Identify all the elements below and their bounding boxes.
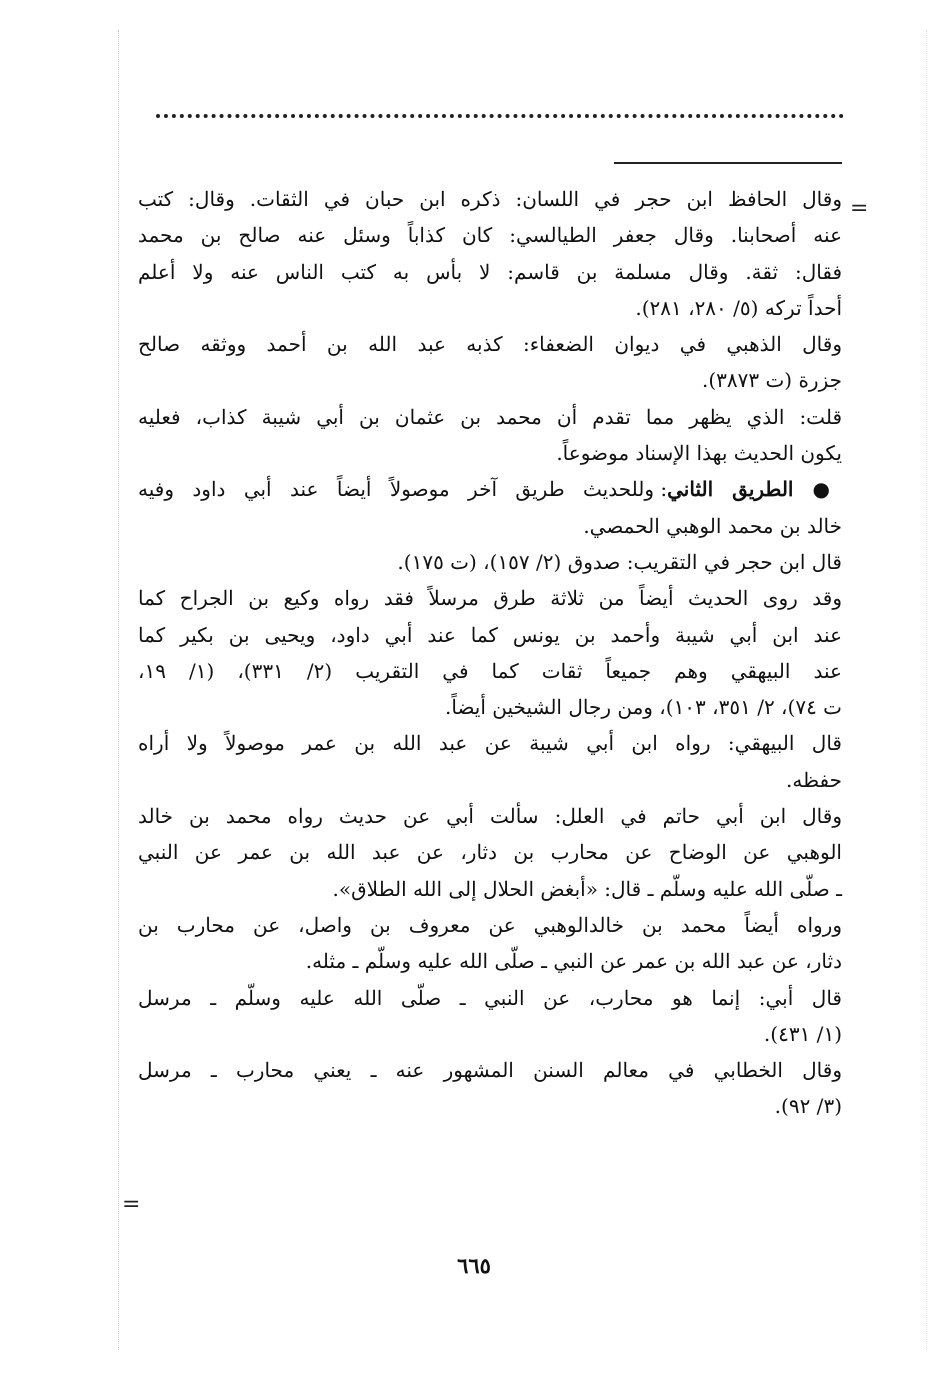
section-heading-label: ● الطريق الثاني (667, 477, 842, 502)
text-line: وقال الحافظ ابن حجر في اللسان: ذكره ابن حبان في الثقات. وقال: كتب (138, 187, 842, 211)
text-line: (١/ ٤٣١). (763, 1021, 842, 1046)
text-line: الوهبي عن الوضاح عن محارب بن دثار، عن عبد الله بن عمر عن النبي (138, 840, 842, 865)
dotted-separator (156, 114, 844, 118)
text-line: حفظه. (786, 767, 842, 792)
text-line: يكون الحديث بهذا الإسناد موضوعاً. (556, 441, 842, 466)
text-line: وقال الذهبي في ديوان الضعفاء: كذبه عبد الله بن أحمد ووثقه صالح (138, 332, 842, 357)
text-line: وقال ابن أبي حاتم في العلل: سألت أبي عن حديث رواه محمد بن خالد (138, 804, 842, 829)
text-line: ورواه أيضاً محمد بن خالدالوهبي عن معروف بن واصل، عن محارب بن (138, 912, 842, 937)
continuation-mark-bottom: = (122, 1192, 141, 1217)
text-line: (٣/ ٩٢). (774, 1094, 842, 1119)
left-margin-dotted-line (118, 30, 119, 1350)
text-line: عند ابن أبي شيبة وأحمد بن يونس كما عند أبي داود، ويحيى بن بكير كما (138, 622, 842, 647)
text-line: قلت: الذي يظهر مما تقدم أن محمد بن عثمان بن أبي شيبة كذاب، فعليه (138, 404, 842, 429)
text-line: قال البيهقي: رواه ابن أبي شيبة عن عبد الله بن عمر موصولاً ولا أراه (138, 731, 842, 756)
text-line: أحداً تركه (٥/ ٢٨٠، ٢٨١). (635, 295, 842, 320)
text-line: ت ٧٤)، ٢/ ٣٥١، ١٠٣)، ومن رجال الشيخين أيضاً. (445, 695, 842, 720)
right-margin-dotted-line (926, 30, 927, 1350)
text-line: وقال الخطابي في معالم السنن المشهور عنه ـ يعني محارب ـ مرسل (138, 1058, 842, 1083)
text-line: قال ابن حجر في التقريب: صدوق (٢/ ١٥٧)، (ت ١٧٥). (397, 549, 842, 574)
text-line: وقد روى الحديث أيضاً من ثلاثة طرق مرسلاً فقد رواه وكيع بن الجراح كما (138, 586, 842, 611)
text-line: فقال: ثقة. وقال مسلمة بن قاسم: لا بأس به كتب الناس عنه ولا أعلم (138, 259, 843, 284)
text-line: دثار، عن عبد الله بن عمر عن النبي ـ صلّى الله عليه وسلّم ـ مثله. (305, 949, 842, 974)
footnote-text (138, 181, 842, 1125)
text-line: عنه أصحابنا. وقال جعفر الطيالسي: كان كذاباً وسئل عنه صالح بن محمد (138, 223, 842, 248)
text-line: خالد بن محمد الوهبي الحمصي. (583, 513, 842, 538)
footnote-rule (614, 162, 842, 164)
continuation-mark-top: = (850, 196, 869, 221)
text-line: ـ صلّى الله عليه وسلّم ـ قال: «أبغض الحلال إلى الله الطلاق». (332, 876, 842, 901)
text-line: عند البيهقي وهم جميعاً ثقات كما في التقريب (٢/ ٣٣١)، (١/ ١٩، (138, 658, 842, 683)
page-number: ٦٦٥ (457, 1253, 491, 1278)
section-heading-line: ● الطريق الثاني: وللحديث طريق آخر موصولاً أيضاً عند أبي داود وفيه (138, 477, 842, 502)
text-line: قال أبي: إنما هو محارب، عن النبي ـ صلّى الله عليه وسلّم ـ مرسل (138, 985, 842, 1010)
text-line: جزرة (ت ٣٨٧٣). (701, 368, 842, 393)
